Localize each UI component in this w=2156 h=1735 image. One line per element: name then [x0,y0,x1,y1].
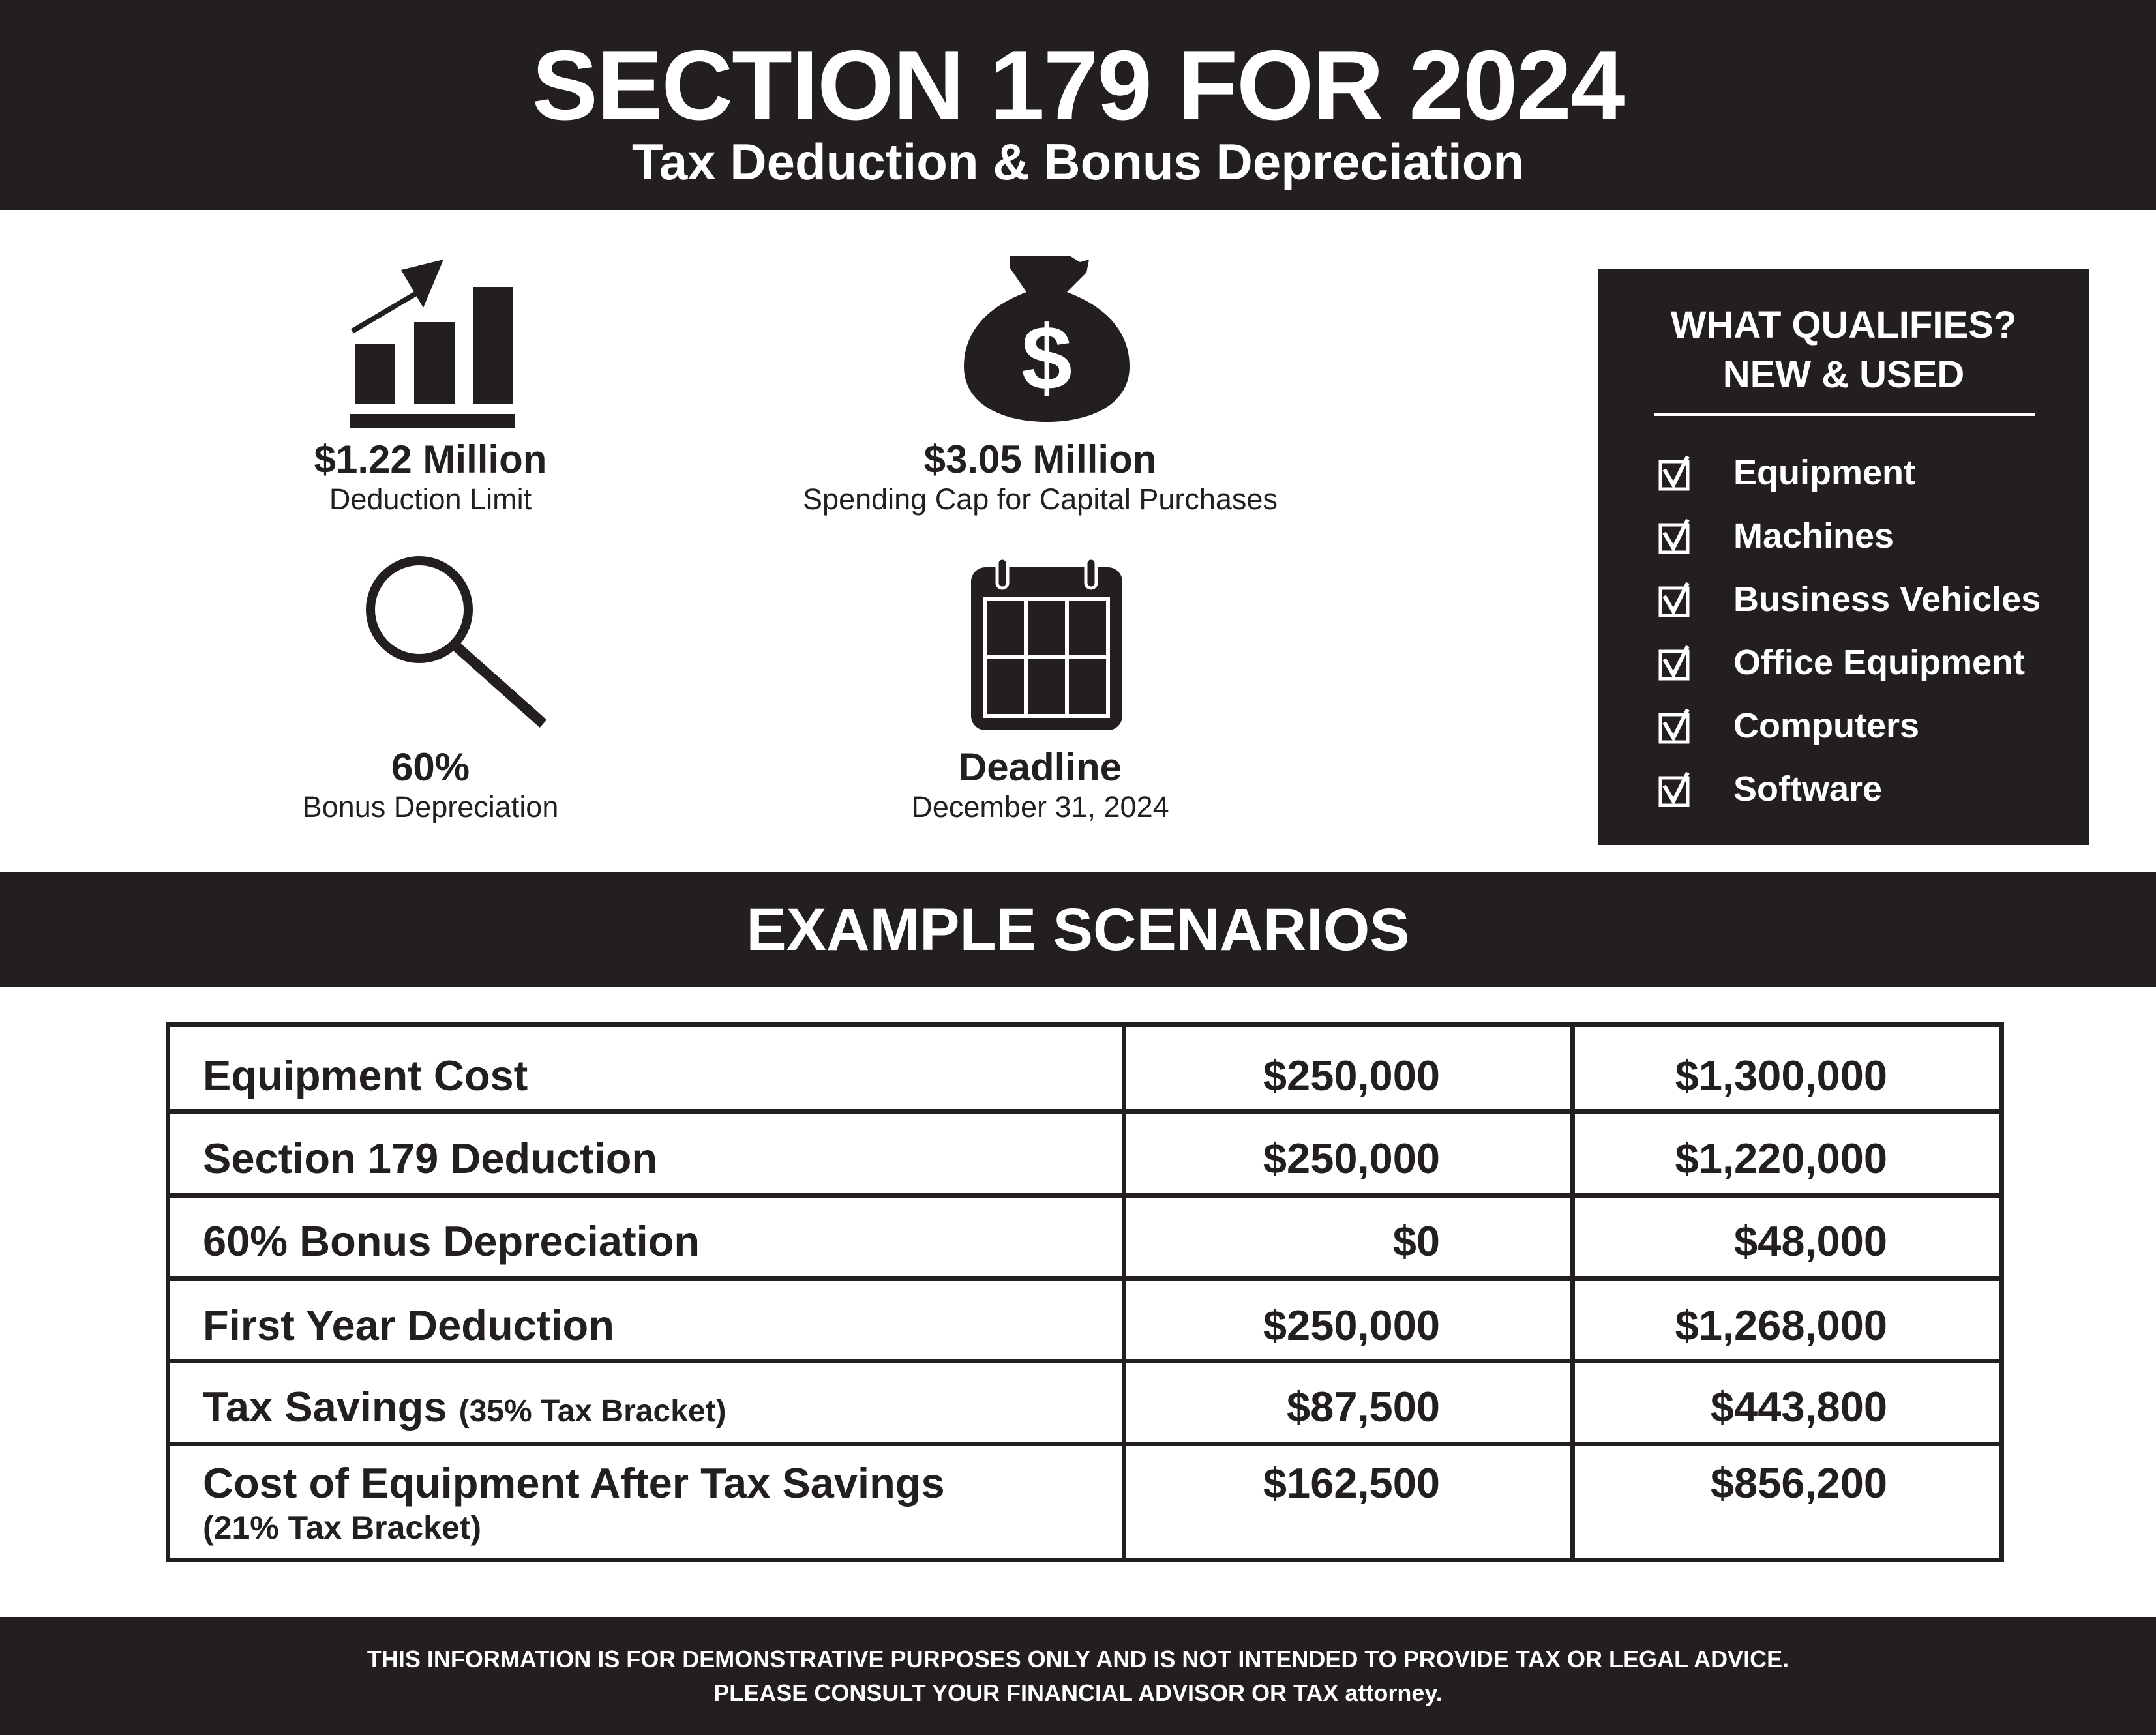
stat-label: Bonus Depreciation [302,790,559,823]
page-title: SECTION 179 FOR 2024 [532,30,1624,141]
checkbox-checked-icon [1658,582,1692,618]
scenario-2-value: $48,000 [1734,1217,1887,1266]
value-cell [1573,1279,2002,1361]
value-cell [1573,1361,2002,1444]
scenario-2-value: $443,800 [1710,1383,1887,1431]
value-cell [1124,1361,1573,1444]
value-cell [1573,1112,2002,1196]
scenarios-band [0,872,2156,987]
checkbox-checked-icon [1658,518,1692,555]
value-cell [1124,1444,1573,1560]
checkbox-checked-icon [1658,771,1692,808]
qualify-item-label: Machines [1733,516,1894,556]
table-row [168,1025,2002,1112]
row-label: Tax Savings [203,1383,447,1431]
qualify-title-line1: WHAT QUALIFIES? [1670,304,2017,346]
stat-deadline [812,554,1268,835]
qualify-title-line2: NEW & USED [1722,353,1965,396]
qualify-item-label: Equipment [1733,453,1915,492]
table-row [168,1196,2002,1279]
scenario-2-value: $1,220,000 [1675,1134,1887,1183]
stat-label: Spending Cap for Capital Purchases [803,482,1278,516]
footer-band [0,1617,2156,1735]
scenario-1-value: $250,000 [1263,1134,1440,1183]
table-row [168,1444,2002,1560]
row-label: 60% Bonus Depreciation [203,1217,700,1266]
row-label: Cost of Equipment After Tax Savings [203,1459,945,1507]
value-cell [1573,1196,2002,1279]
stat-spending-cap [770,248,1311,522]
stat-deduction-limit [267,248,593,522]
row-label-cell [168,1025,1124,1112]
row-label-cell [168,1196,1124,1279]
qualify-box [1598,269,2089,845]
magnifying-glass-icon [364,554,553,730]
row-label-cell [168,1444,1124,1560]
scenario-2-value: $856,200 [1710,1459,1887,1507]
scenarios-title: EXAMPLE SCENARIOS [746,897,1410,963]
row-label-group [203,1363,1122,1437]
header-band [0,0,2156,210]
stat-value: 60% [391,745,470,789]
bar-chart-growth-icon [349,254,518,429]
qualify-item-label: Business Vehicles [1733,580,2041,619]
value-cell [1573,1025,2002,1112]
disclaimer-line1: THIS INFORMATION IS FOR DEMONSTRATIVE PURPOSES ONLY AND IS NOT INTENDED TO PROVIDE TAX OR LEGAL ADVICE. [367,1646,1789,1672]
qualify-item-label: Software [1733,769,1883,808]
table-row [168,1112,2002,1196]
stat-value: $1.22 Million [314,437,547,481]
row-label-cell [168,1112,1124,1196]
qualify-divider [1654,413,2035,416]
scenario-1-value: $250,000 [1263,1301,1440,1350]
stat-value: $3.05 Million [923,437,1157,481]
row-label-cell [168,1279,1124,1361]
row-label-line2: (21% Tax Bracket) [203,1509,482,1547]
checkbox-checked-icon [1658,708,1692,745]
row-label: Equipment Cost [203,1052,528,1099]
value-cell [1124,1025,1573,1112]
scenario-2-value: $1,300,000 [1675,1052,1887,1099]
stat-bonus-depreciation [267,554,593,835]
row-label: Section 179 Deduction [203,1134,658,1183]
qualify-item-label: Computers [1733,706,1920,745]
money-bag-icon [959,256,1135,426]
value-cell [1573,1444,2002,1560]
scenario-1-value: $162,500 [1263,1459,1440,1507]
stat-label: December 31, 2024 [911,790,1169,823]
value-cell [1124,1279,1573,1361]
row-label-cell [168,1361,1124,1444]
qualify-item-label: Office Equipment [1733,643,2026,682]
scenario-table [166,1022,2004,1562]
scenario-1-value: $87,500 [1287,1383,1440,1431]
scenario-2-value: $1,268,000 [1675,1301,1887,1350]
row-sublabel: (35% Tax Bracket) [458,1394,726,1429]
svg-text:$: $ [1021,306,1072,409]
scenario-1-value: $0 [1392,1217,1440,1266]
page-subtitle: Tax Deduction & Bonus Depreciation [631,133,1525,190]
disclaimer-line2: PLEASE CONSULT YOUR FINANCIAL ADVISOR OR TAX attorney. [713,1680,1443,1706]
stat-label: Deduction Limit [329,482,532,516]
row-label: First Year Deduction [203,1301,614,1350]
checkbox-checked-icon [1658,455,1692,492]
table-row [168,1279,2002,1361]
value-cell [1124,1112,1573,1196]
scenario-1-value: $250,000 [1263,1052,1440,1099]
stat-value: Deadline [958,745,1122,789]
value-cell [1124,1196,1573,1279]
table-row [168,1361,2002,1444]
checkbox-checked-icon [1658,645,1692,681]
calendar-icon [968,554,1125,734]
